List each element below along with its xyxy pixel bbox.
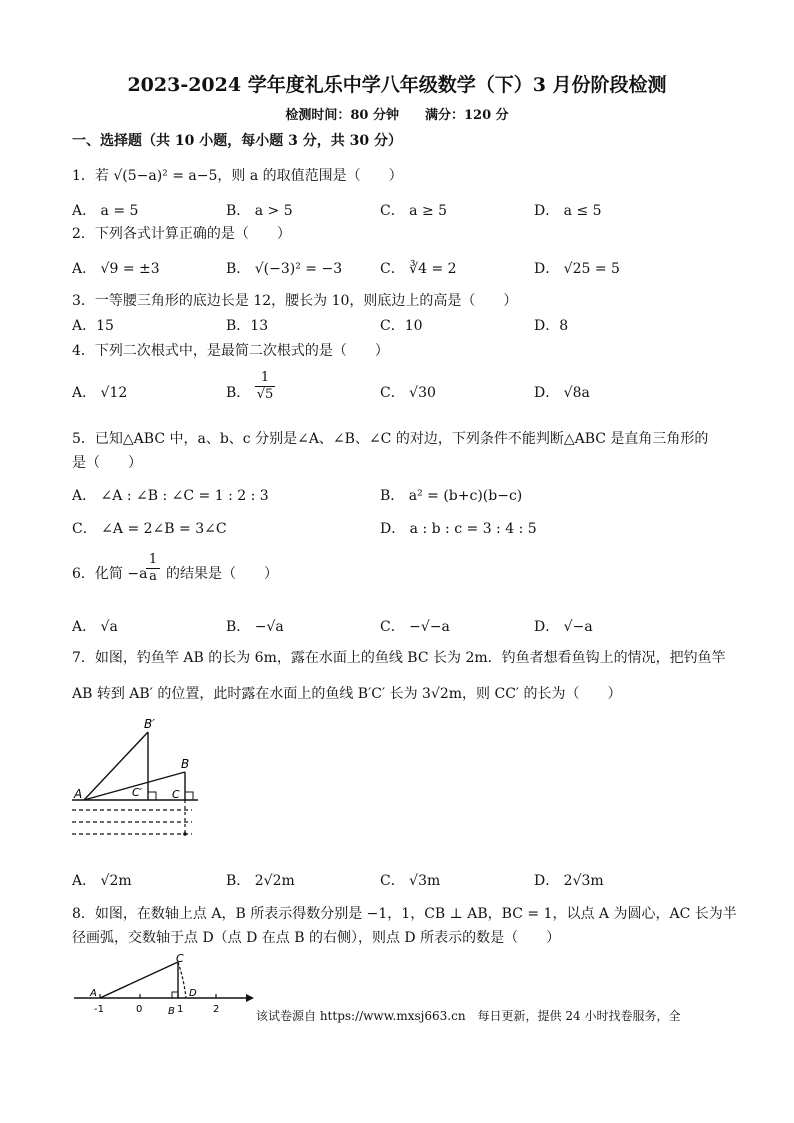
q4-option-a: A． √12 bbox=[72, 385, 128, 401]
q1-option-c: C． a ≥ 5 bbox=[380, 203, 448, 219]
q2-option-b: B． √(−3)² = −3 bbox=[226, 261, 343, 277]
q8-label-d: D bbox=[189, 988, 197, 999]
q7-right-angle-c-prime bbox=[148, 792, 156, 800]
q4-option-b-denominator: √5 bbox=[256, 387, 274, 402]
q3-option-b: B．13 bbox=[226, 318, 269, 334]
page-title: 2023-2024 学年度礼乐中学八年级数学（下）3 月份阶段检测 bbox=[127, 74, 667, 96]
q7-label-a: A bbox=[74, 787, 83, 801]
q4-option-b-fraction bbox=[255, 370, 275, 403]
source-footer: 该试卷源自 https://www.mxsj663.cn 每日更新，提供 24 小时找卷服务，全 bbox=[256, 1009, 681, 1023]
section-title: 一、选择题（共 10 小题，每小题 3 分，共 30 分） bbox=[72, 133, 402, 149]
q3-option-c: C．10 bbox=[380, 318, 423, 334]
q7-label-c: C bbox=[172, 788, 180, 801]
q8-label-c: C bbox=[176, 952, 184, 965]
q2-option-c: C． ∛4 = 2 bbox=[380, 261, 457, 277]
q8-arc bbox=[178, 962, 186, 998]
q6-numerator: 1 bbox=[146, 552, 160, 569]
q5-option-c: C． ∠A = 2∠B = 3∠C bbox=[72, 521, 227, 537]
question-6-stem-post: 的结果是（ ） bbox=[166, 566, 278, 582]
q7-label-b-prime: B′ bbox=[144, 717, 155, 731]
question-1-stem: 1．若 √(5−a)² = a−5，则 a 的取值范围是（ ） bbox=[72, 168, 403, 184]
q1-option-a: A． a = 5 bbox=[72, 203, 139, 219]
q8-number-line-figure bbox=[70, 952, 260, 1022]
question-4-stem: 4．下列二次根式中，是最简二次根式的是（ ） bbox=[72, 343, 389, 359]
question-8-stem-line1: 8．如图，在数轴上点 A，B 所表示得数分别是 −1，1，CB ⊥ AB，BC = 1，以点 A 为圆心，AC 长为半 bbox=[72, 906, 737, 922]
q8-label-b: B bbox=[168, 1006, 175, 1017]
q4-option-d: D． √8a bbox=[534, 385, 590, 401]
q1-option-d: D． a ≤ 5 bbox=[534, 203, 602, 219]
q3-option-d: D．8 bbox=[534, 318, 569, 334]
q8-right-angle bbox=[172, 992, 178, 998]
question-7-stem-line1: 7．如图，钓鱼竿 AB 的长为 6m，露在水面上的鱼线 BC 长为 2m．钓鱼者想看鱼钩上的情况，把钓鱼竿 bbox=[72, 650, 726, 666]
q6-fraction bbox=[146, 552, 160, 585]
q6-option-b: B． −√a bbox=[226, 619, 284, 635]
question-8-stem-line2: 径画弧，交数轴于点 D（点 D 在点 B 的右侧），则点 D 所表示的数是（ ） bbox=[72, 930, 561, 946]
question-6-stem-pre: 6．化简 −a bbox=[72, 566, 148, 582]
exam-info: 检测时间：80 分钟 满分：120 分 bbox=[285, 108, 509, 123]
q2-option-a: A． √9 = ±3 bbox=[72, 261, 160, 277]
question-7-stem-line2: AB 转到 AB′ 的位置，此时露在水面上的鱼线 B′C′ 长为 3√2m，则 CC′ 的长为（ ） bbox=[72, 686, 622, 702]
q8-axis-arrow-icon bbox=[246, 994, 254, 1002]
q7-label-c-prime: C′ bbox=[132, 786, 143, 799]
q6-option-d: D． √−a bbox=[534, 619, 593, 635]
q8-tick-label-0: 0 bbox=[136, 1004, 143, 1015]
q7-label-b: B bbox=[181, 757, 190, 771]
q6-denominator: a bbox=[149, 569, 157, 584]
question-5-stem-line1: 5．已知△ABC 中，a、b、c 分别是∠A、∠B、∠C 的对边，下列条件不能判断△ABC 是直角三角形的 bbox=[72, 431, 709, 447]
question-5-stem-line2: 是（ ） bbox=[72, 455, 142, 471]
q7-hook-point bbox=[183, 832, 187, 836]
q4-option-b: B． bbox=[226, 385, 251, 401]
q4-option-c: C． √30 bbox=[380, 385, 436, 401]
q5-option-a: A． ∠A : ∠B : ∠C = 1 : 2 : 3 bbox=[72, 488, 269, 504]
q7-option-b: B． 2√2m bbox=[226, 873, 295, 889]
q7-fishing-rod-figure bbox=[70, 712, 200, 842]
q5-option-d: D． a : b : c = 3 : 4 : 5 bbox=[380, 521, 537, 537]
q8-tick-label-1: 1 bbox=[177, 1004, 184, 1015]
q8-segment-ac bbox=[100, 962, 178, 998]
question-3-stem: 3．一等腰三角形的底边长是 12，腰长为 10，则底边上的高是（ ） bbox=[72, 293, 518, 309]
q1-option-b: B． a > 5 bbox=[226, 203, 293, 219]
q7-right-angle-c bbox=[185, 792, 193, 800]
q6-option-a: A． √a bbox=[72, 619, 118, 635]
q8-label-a: A bbox=[90, 988, 97, 999]
q5-option-b: B． a² = (b+c)(b−c) bbox=[380, 488, 523, 504]
q8-tick-label-neg1: -1 bbox=[94, 1004, 104, 1015]
q2-option-d: D． √25 = 5 bbox=[534, 261, 620, 277]
q8-tick-label-2: 2 bbox=[213, 1004, 220, 1015]
q7-option-a: A． √2m bbox=[72, 873, 132, 889]
q4-option-b-numerator: 1 bbox=[255, 370, 275, 387]
q7-option-d: D． 2√3m bbox=[534, 873, 604, 889]
q6-option-c: C． −√−a bbox=[380, 619, 450, 635]
q3-option-a: A．15 bbox=[72, 318, 114, 334]
q7-option-c: C． √3m bbox=[380, 873, 441, 889]
question-2-stem: 2．下列各式计算正确的是（ ） bbox=[72, 226, 291, 242]
